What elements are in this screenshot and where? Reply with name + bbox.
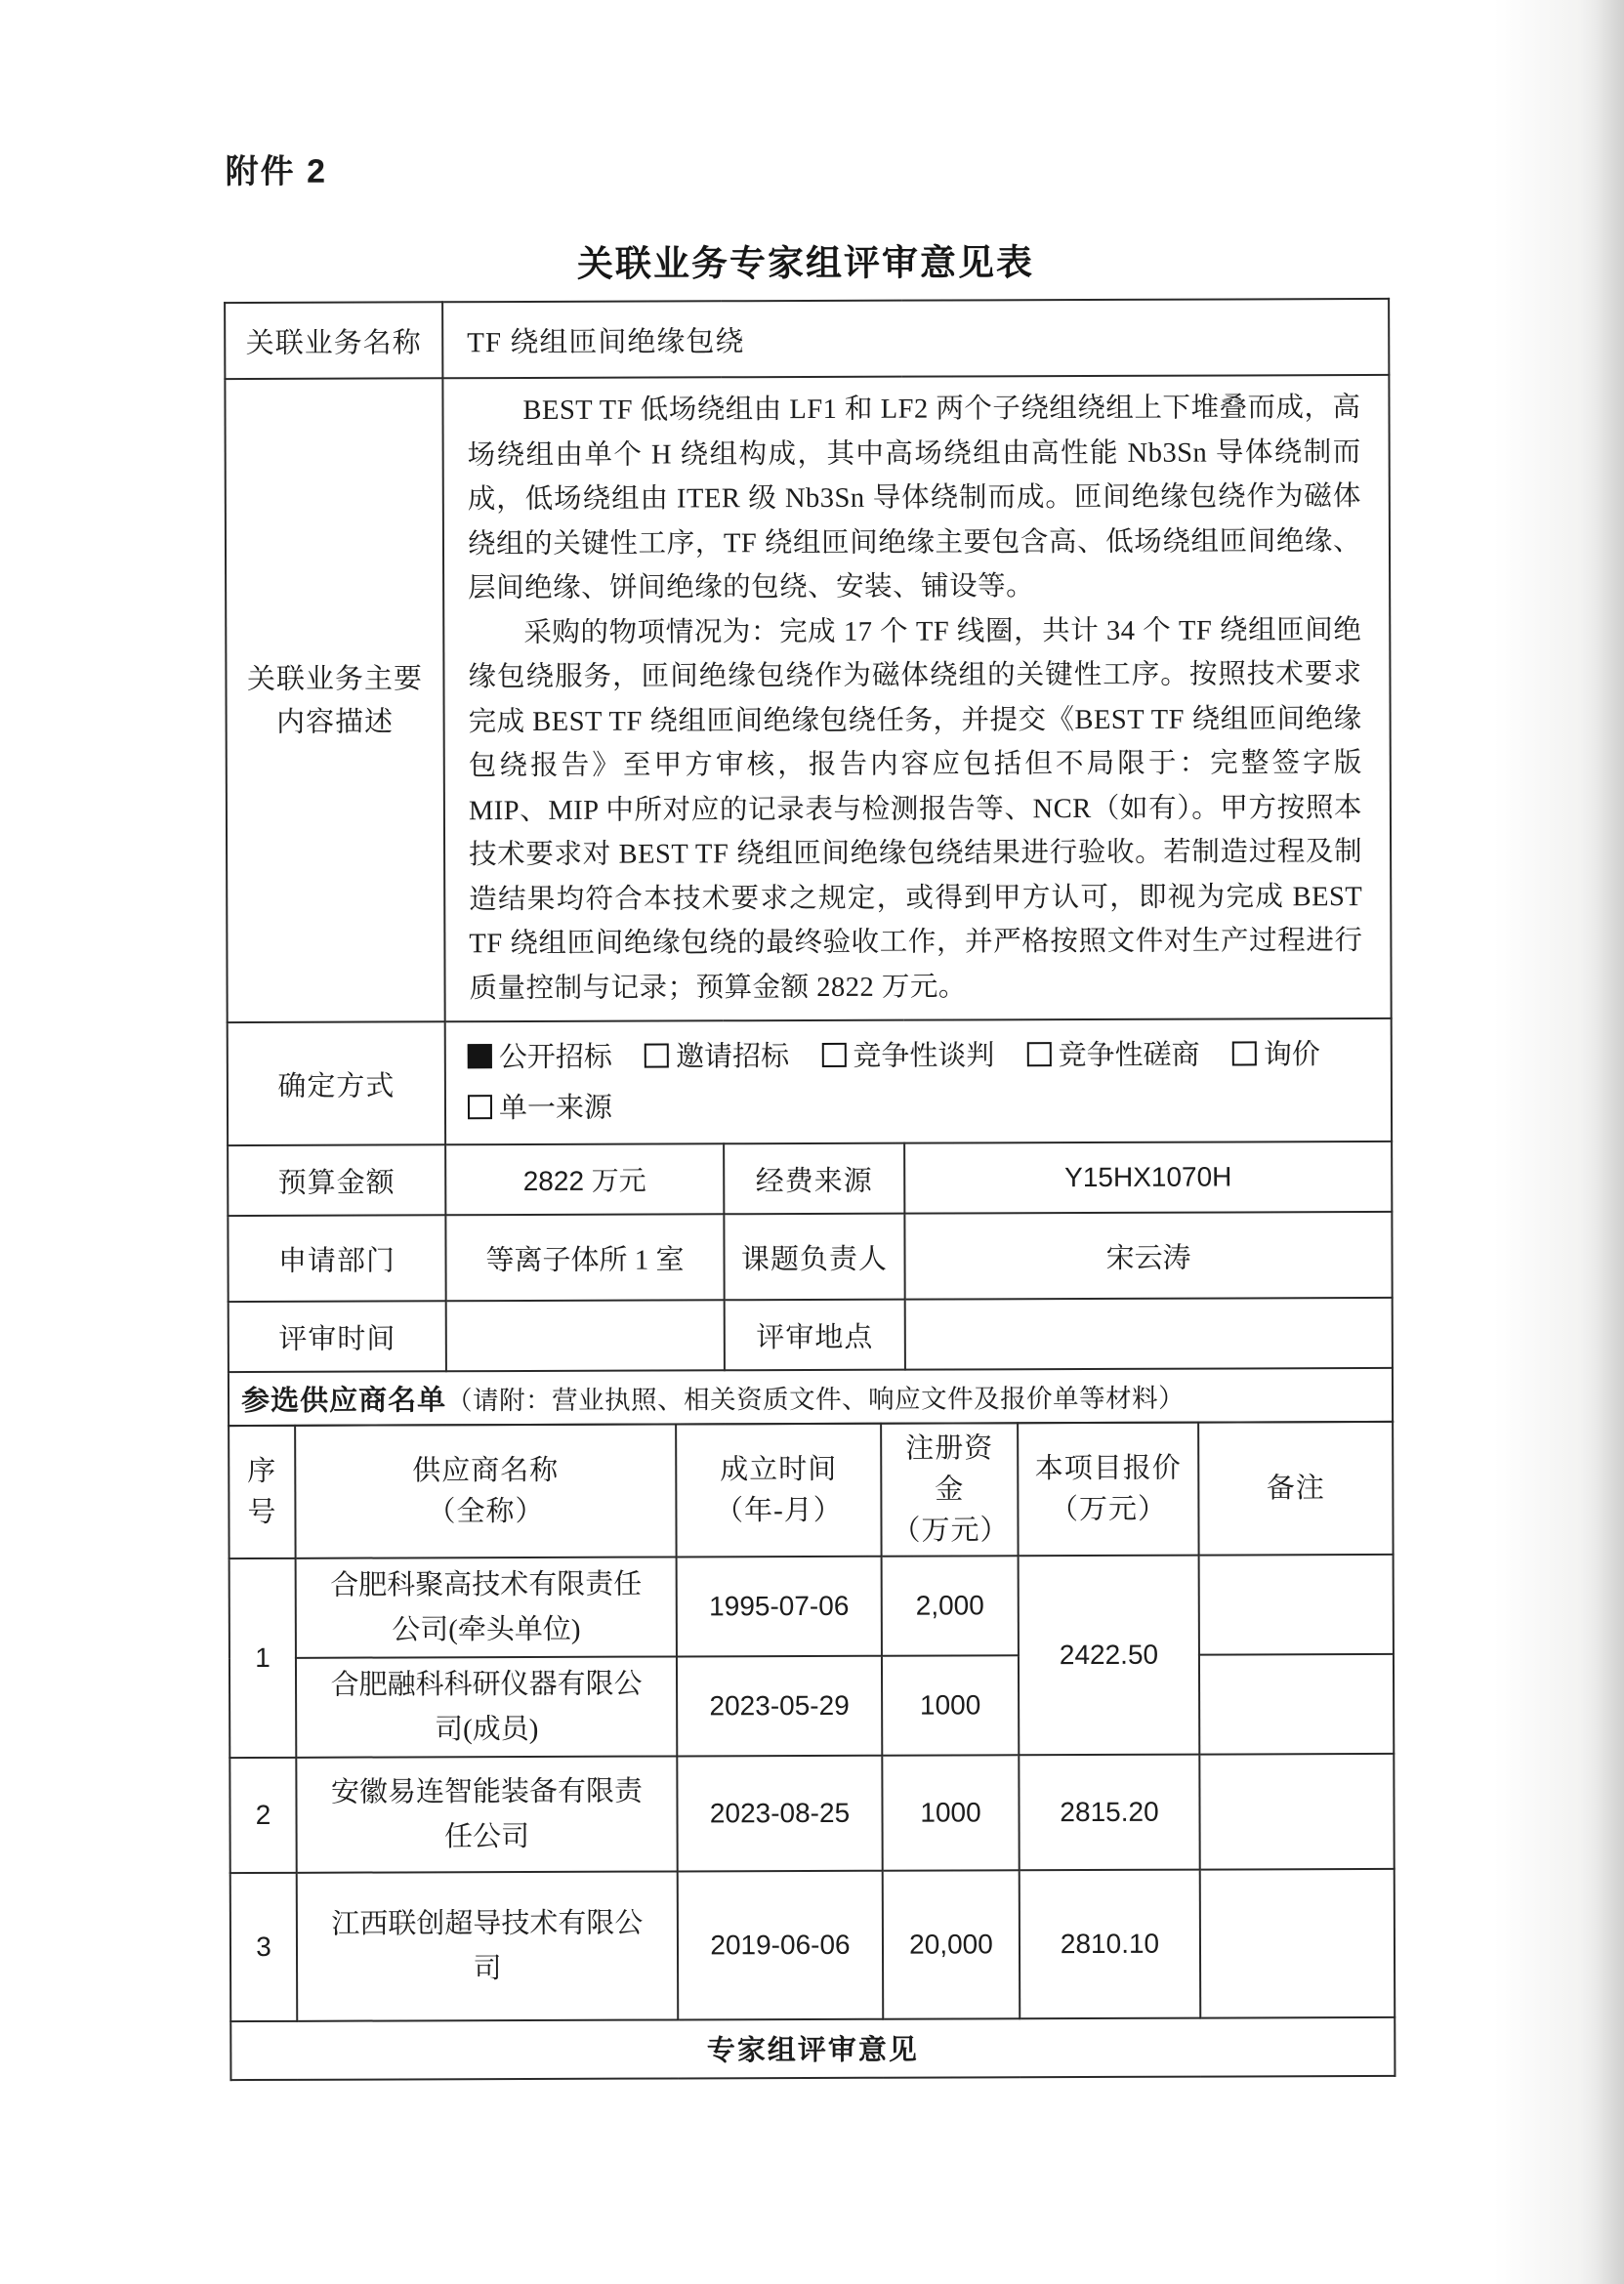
supplier-2-no: 2 — [229, 1757, 296, 1872]
project-leader-value: 宋云涛 — [904, 1212, 1392, 1300]
method-option-label: 竞争性谈判 — [853, 1040, 995, 1072]
checkbox-checked-icon — [468, 1044, 492, 1068]
scan-edge-shading — [1579, 0, 1624, 2284]
checkbox-unchecked-icon — [821, 1043, 846, 1067]
description-paragraph-1: BEST TF 低场绕组由 LF1 和 LF2 两个子绕组绕组上下堆叠而成，高场绕组由单个 H 绕组构成，其中高场绕组由高性能 Nb3Sn 导体绕制而成，低场绕组由 ITER 级 Nb3Sn 导体绕制而成。匝间绝缘包绕作为磁体绕组的关键性工序，TF 绕组匝间绝缘主要包含高、低场绕组匝间绝缘、层间绝缘、饼间绝缘的包绕、安装、铺设等。 — [467, 393, 1362, 604]
header-registered-capital: 注册资 金 （万元） — [881, 1423, 1018, 1556]
review-time-label: 评审时间 — [229, 1301, 446, 1372]
review-time-value — [446, 1300, 725, 1371]
review-info-table — [224, 298, 1394, 1427]
suppliers-section-row — [229, 1368, 1393, 1426]
method-options-line-2 — [468, 1080, 1391, 1134]
supplier-2-price: 2815.20 — [1019, 1754, 1199, 1870]
header-no: 序 号 — [229, 1425, 295, 1557]
review-place-label: 评审地点 — [725, 1300, 905, 1371]
supplier-1-member-2-capital: 1000 — [882, 1655, 1019, 1755]
method-option-single-source — [468, 1083, 612, 1135]
budget-label: 预算金额 — [228, 1144, 445, 1216]
supplier-3-remark — [1200, 1868, 1395, 2017]
supplier-1-member-2-established: 2023-05-29 — [677, 1655, 882, 1756]
header-established: 成立时间 （年-月） — [676, 1423, 881, 1557]
business-name-row — [225, 299, 1389, 379]
department-label: 申请部门 — [228, 1215, 445, 1302]
method-option-open-tender — [468, 1032, 612, 1084]
department-value: 等离子体所 1 室 — [445, 1214, 724, 1301]
method-option-inquiry — [1232, 1029, 1320, 1080]
suppliers-section-note: （请附：营业执照、相关资质文件、响应文件及报价单等材料） — [445, 1383, 1186, 1416]
method-options-line-1 — [468, 1029, 1391, 1083]
budget-row — [228, 1142, 1392, 1216]
method-option-label: 竞争性磋商 — [1058, 1039, 1200, 1072]
method-option-competitive-negotiation — [821, 1030, 994, 1082]
description-row — [225, 375, 1391, 1022]
checkbox-unchecked-icon — [1027, 1042, 1052, 1066]
expert-opinion-row — [230, 2016, 1395, 2079]
supplier-3-price: 2810.10 — [1020, 1869, 1201, 2018]
department-row — [228, 1212, 1392, 1302]
supplier-1-member-2-name: 合肥融科科研仪器有限公司(成员) — [296, 1656, 677, 1757]
suppliers-table — [228, 1420, 1395, 2080]
method-option-label: 单一来源 — [498, 1092, 613, 1125]
expert-opinion-title: 专家组评审意见 — [230, 2016, 1395, 2079]
method-option-label: 询价 — [1263, 1039, 1320, 1071]
supplier-2-remark — [1199, 1753, 1394, 1869]
method-row — [228, 1018, 1392, 1145]
supplier-1-member-2-remark — [1199, 1653, 1394, 1754]
business-name-label: 关联业务名称 — [225, 302, 442, 379]
supplier-1-member-1-established: 1995-07-06 — [677, 1556, 882, 1656]
method-option-competitive-consultation — [1027, 1030, 1200, 1082]
page-title: 关联业务专家组评审意见表 — [576, 242, 1035, 284]
checkbox-unchecked-icon — [645, 1043, 669, 1067]
budget-value: 2822 万元 — [445, 1143, 724, 1215]
header-project-price: 本项目报价 （万元） — [1018, 1422, 1198, 1556]
supplier-2-name: 安徽易连智能装备有限责任公司 — [296, 1756, 677, 1872]
supplier-1-price: 2422.50 — [1019, 1555, 1200, 1755]
supplier-3-no: 3 — [230, 1872, 298, 2020]
supplier-1-member-1-capital: 2,000 — [882, 1556, 1019, 1655]
review-time-row — [229, 1298, 1393, 1372]
supplier-3-capital: 20,000 — [883, 1870, 1020, 2018]
method-label: 确定方式 — [228, 1021, 445, 1145]
supplier-3-established: 2019-06-06 — [678, 1870, 884, 2019]
supplier-1-member-1-remark — [1199, 1554, 1394, 1654]
supplier-row-1a — [229, 1554, 1394, 1657]
project-leader-label: 课题负责人 — [724, 1214, 904, 1301]
description-label: 关联业务主要 内容描述 — [225, 378, 444, 1022]
supplier-2-established: 2023-08-25 — [677, 1755, 882, 1871]
review-place-value — [905, 1298, 1393, 1370]
description-cell — [442, 375, 1391, 1021]
attachment-label: 附件 2 — [225, 152, 328, 191]
document-sheet — [224, 141, 1395, 2081]
checkbox-unchecked-icon — [1232, 1041, 1257, 1065]
funding-source-label: 经费来源 — [724, 1143, 904, 1215]
funding-source-value: Y15HX1070H — [904, 1142, 1392, 1214]
header-remark: 备注 — [1198, 1421, 1393, 1555]
suppliers-section-title-cell — [229, 1368, 1393, 1426]
supplier-1-member-1-name: 合肥科聚高技术有限责任公司(牵头单位) — [296, 1557, 677, 1657]
checkbox-unchecked-icon — [468, 1095, 492, 1119]
supplier-2-capital: 1000 — [882, 1755, 1019, 1870]
suppliers-header-row — [229, 1421, 1393, 1557]
supplier-row-3 — [230, 1868, 1395, 2020]
suppliers-section-title: 参选供应商名单 — [240, 1385, 447, 1418]
header-supplier-name: 供应商名称 （全称） — [295, 1424, 676, 1557]
supplier-3-name: 江西联创超导技术有限公司 — [297, 1871, 679, 2020]
method-option-label: 公开招标 — [498, 1041, 612, 1074]
business-name-value: TF 绕组匝间绝缘包绕 — [442, 299, 1389, 378]
method-option-invited-tender — [645, 1031, 789, 1083]
supplier-row-1b — [229, 1653, 1394, 1757]
description-paragraph-2: 采购的物项情况为：完成 17 个 TF 线圈，共计 34 个 TF 绕组匝间绝缘包绕服务，匝间绝缘包绕作为磁体绕组的关键性工序。按照技术要求完成 BEST TF 绕组匝间绝缘包绕任务，并提交《BEST TF 绕组匝间绝缘包绕报告》至甲方审核，报告内容应包括但不局限于：完整签字版 MIP、MIP 中所对应的记录表与检测报告等、NCR（如有）。甲方按照本技术要求对 BEST TF 绕组匝间绝缘包绕结果进行验收。若制造过程及制造结果均符合本技术要求之规定，或得到甲方认可，即视为完成 BEST TF 绕组匝间绝缘包绕的最终验收工作，并严格按照文件对生产过程进行质量控制与记录；预算金额 2822 万元。 — [468, 614, 1363, 1004]
supplier-row-2 — [229, 1753, 1394, 1872]
method-option-label: 邀请招标 — [676, 1041, 790, 1073]
method-options-cell — [445, 1018, 1392, 1144]
supplier-1-no: 1 — [229, 1557, 297, 1757]
